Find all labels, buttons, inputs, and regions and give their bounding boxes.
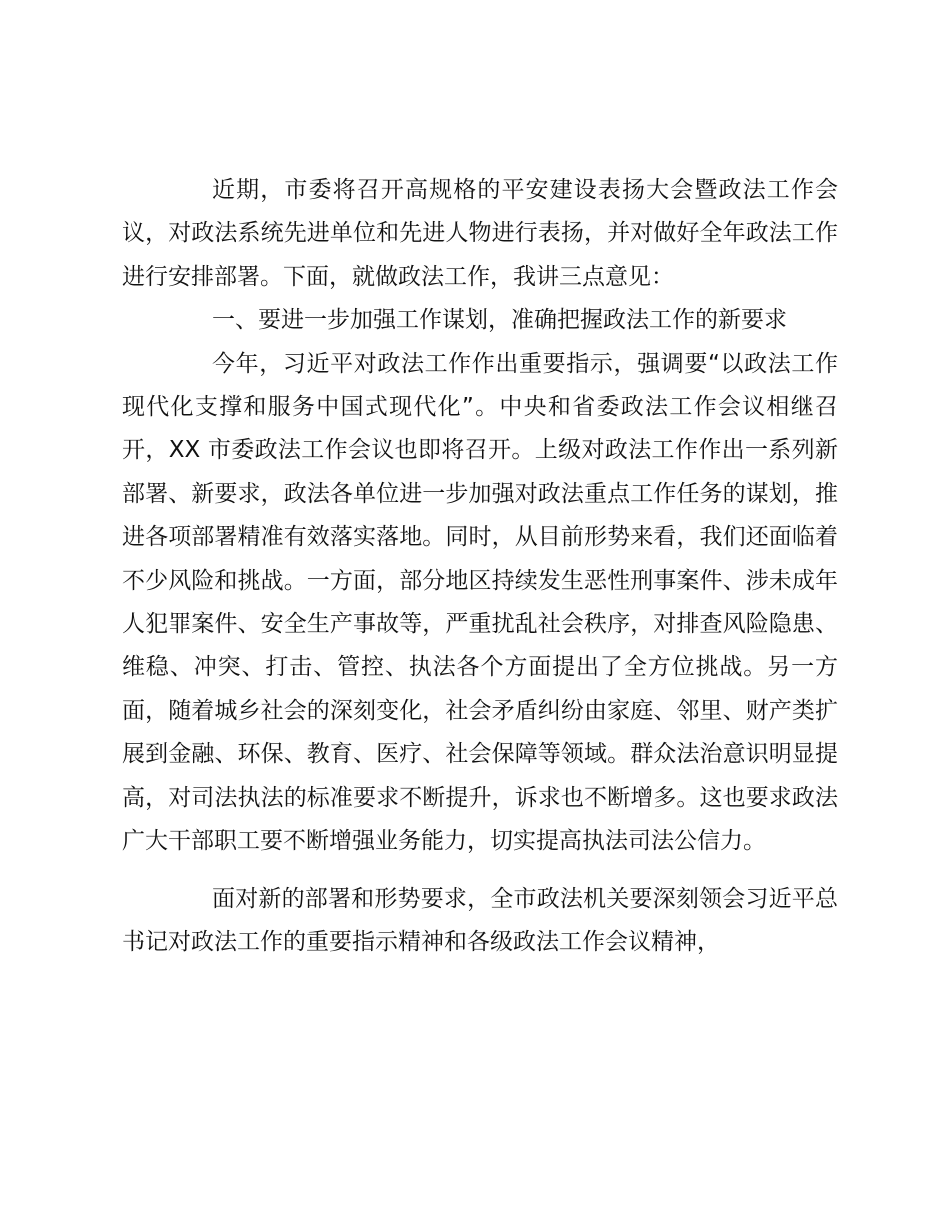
body-paragraph-2: 面对新的部署和形势要求，全市政法机关要深刻领会习近平总书记对政法工作的重要指示精神和各级政法工作会议精神， — [122, 885, 838, 955]
document-body — [122, 169, 838, 964]
intro-paragraph: 近期，市委将召开高规格的平安建设表扬大会暨政法工作会议，对政法系统先进单位和先进人物进行表扬，并对做好全年政法工作进行安排部署。下面，就做政法工作，我讲三点意见： — [122, 177, 838, 290]
section-heading-1: 一、要进一步加强工作谋划，准确把握政法工作的新要求 — [212, 307, 787, 334]
body-paragraph-1: 今年，习近平对政法工作作出重要指示，强调要“以政法工作现代化支撑和服务中国式现代化”。中央和省委政法工作会议相继召开，XX 市委政法工作会议也即将召开。上级对政法工作作出一系列新部署、新要求，政法各单位进一步加强对政法重点工作任务的谋划，推进各项部署精准有效落实落地。同时，从目前形势来看，我们还面临着不少风险和挑战。一方面，部分地区持续发生恶性刑事案件、涉未成年人犯罪案件、安全生产事故等，严重扰乱社会秩序，对排查风险隐患、维稳、冲突、打击、管控、执法各个方面提出了全方位挑战。另一方面，随着城乡社会的深刻变化，社会矛盾纠纷由家庭、邻里、财产类扩展到金融、环保、教育、医疗、社会保障等领域。群众法治意识明显提高，对司法执法的标准要求不断提升，诉求也不断增多。这也要求政法广大干部职工要不断增强业务能力，切实提高执法司法公信力。 — [122, 350, 838, 855]
